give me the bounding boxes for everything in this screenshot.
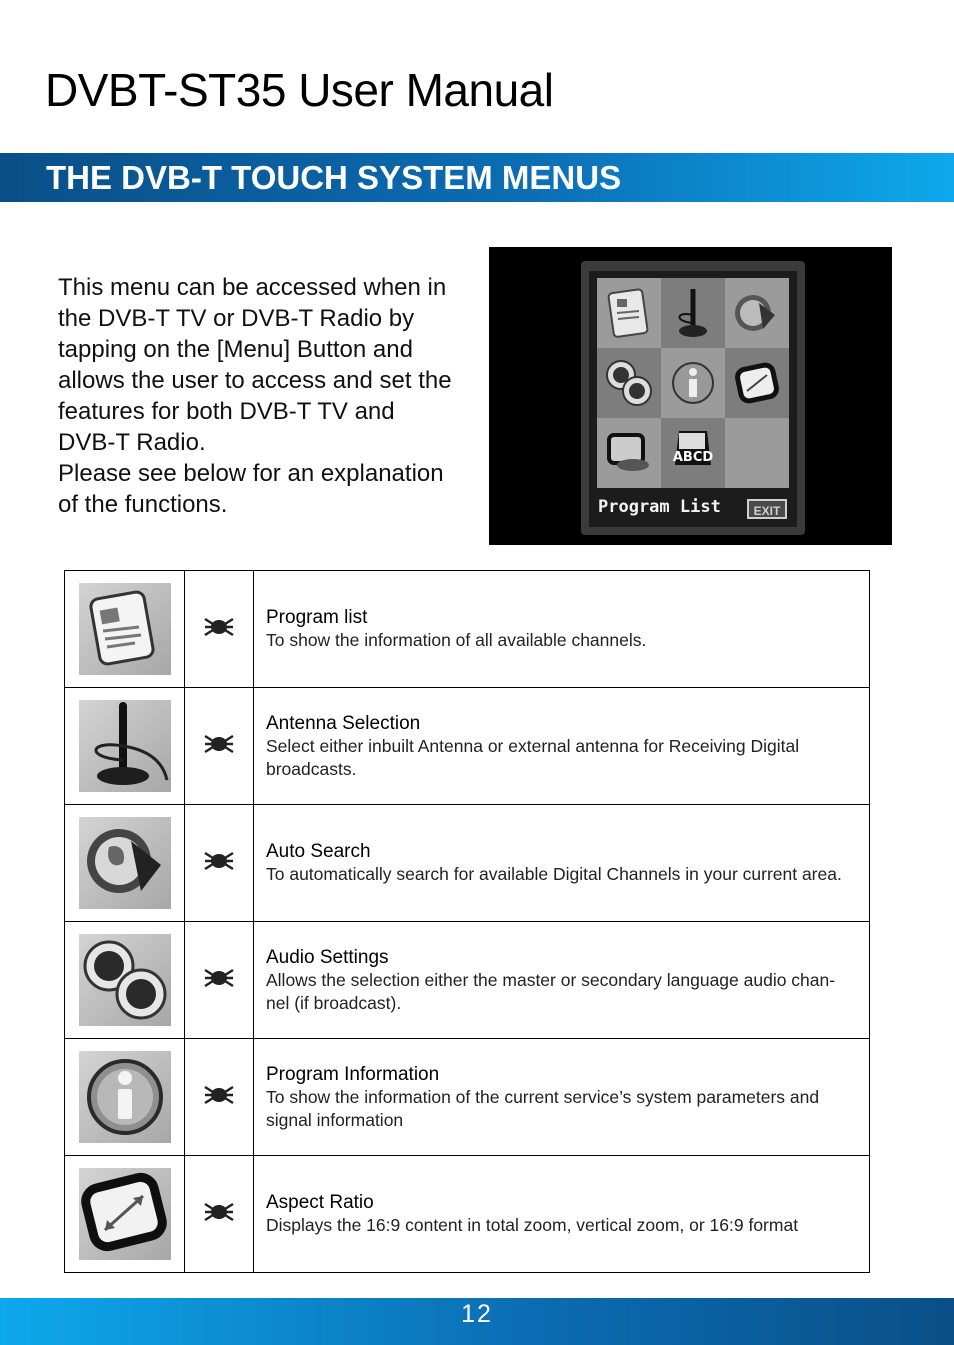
icon-cell (65, 922, 185, 1039)
icon-cell (65, 688, 185, 805)
item-description: To automatically search for available Digital Channels in your current area. (266, 864, 842, 884)
table-row (65, 805, 870, 922)
item-title: Program list (266, 607, 368, 628)
device-screen (589, 271, 797, 527)
table-row (65, 1156, 870, 1273)
table-row (65, 1039, 870, 1156)
device-frame (581, 261, 805, 535)
menu-functions-table (64, 570, 870, 1273)
bullet-bug-icon (203, 849, 235, 873)
intro-text (58, 272, 458, 520)
item-title: Auto Search (266, 841, 371, 862)
item-title: Program Information (266, 1063, 440, 1085)
table-row (65, 688, 870, 805)
bullet-bug-icon (203, 1083, 235, 1107)
section-title: THE DVB-T TOUCH SYSTEM MENUS (46, 159, 622, 196)
auto-search-icon (79, 817, 171, 909)
icon-cell (65, 571, 185, 688)
footer-bar (0, 1298, 954, 1345)
grid-tv-icon (597, 418, 661, 488)
bullet-bug-icon (203, 615, 235, 639)
device-menu-label: Program List (598, 497, 721, 517)
description-cell (254, 1156, 870, 1273)
arrow-cell (185, 1039, 254, 1156)
item-title: Audio Settings (266, 946, 389, 968)
intro-paragraph-1: This menu can be accessed when in the DVB-T TV or DVB-T Radio by tapping on the [Menu] Button and allows the user to access and set the features for both DVB-T TV and DVB-T Radio. (58, 274, 452, 456)
aspect-ratio-icon (79, 1168, 171, 1260)
intro-paragraph-2: Please see below for an explanation of the functions. (58, 460, 444, 518)
page-number: 12 (461, 1300, 493, 1328)
arrow-cell (185, 688, 254, 805)
grid-subtitle-icon (661, 418, 725, 488)
icon-cell (65, 1039, 185, 1156)
document-title: DVBT-ST35 User Manual (45, 64, 554, 116)
grid-program-list-icon (597, 278, 661, 348)
arrow-cell (185, 805, 254, 922)
icon-cell (65, 805, 185, 922)
grid-antenna-icon (661, 278, 725, 348)
grid-empty-cell (725, 418, 789, 488)
bullet-bug-icon (203, 1200, 235, 1224)
description-cell (254, 1039, 870, 1156)
description-cell (254, 922, 870, 1039)
exit-button[interactable]: EXIT (747, 499, 787, 519)
grid-icon-text: ABCD (672, 450, 714, 465)
section-header-bar (0, 153, 954, 202)
bullet-bug-icon (203, 732, 235, 756)
table-row (65, 922, 870, 1039)
item-description: Allows the selection either the master or secondary language audio chan-nel (if broadcast). (266, 969, 836, 1013)
arrow-cell (185, 922, 254, 1039)
description-cell (254, 571, 870, 688)
bullet-bug-icon (203, 966, 235, 990)
description-cell (254, 688, 870, 805)
item-title: Antenna Selection (266, 712, 421, 734)
program-information-icon (79, 1051, 171, 1143)
description-cell (254, 805, 870, 922)
item-description: To show the information of the current service’s system parameters and signal information (266, 1086, 820, 1130)
item-description: Select either inbuilt Antenna or external antenna for Receiving Digital broadcasts. (266, 735, 800, 779)
grid-aspect-ratio-icon (725, 348, 789, 418)
program-list-icon (79, 583, 171, 675)
menu-icon-grid (597, 278, 789, 488)
antenna-icon (79, 700, 171, 792)
audio-settings-icon (79, 934, 171, 1026)
item-description: To show the information of all available channels. (266, 630, 647, 650)
grid-program-information-icon (661, 348, 725, 418)
arrow-cell (185, 1156, 254, 1273)
menu-screenshot (489, 247, 892, 545)
item-description: Displays the 16:9 content in total zoom, vertical zoom, or 16:9 format (266, 1215, 799, 1235)
grid-audio-settings-icon (597, 348, 661, 418)
arrow-cell (185, 571, 254, 688)
item-title: Aspect Ratio (266, 1192, 374, 1213)
grid-auto-search-icon (725, 278, 789, 348)
icon-cell (65, 1156, 185, 1273)
table-row (65, 571, 870, 688)
